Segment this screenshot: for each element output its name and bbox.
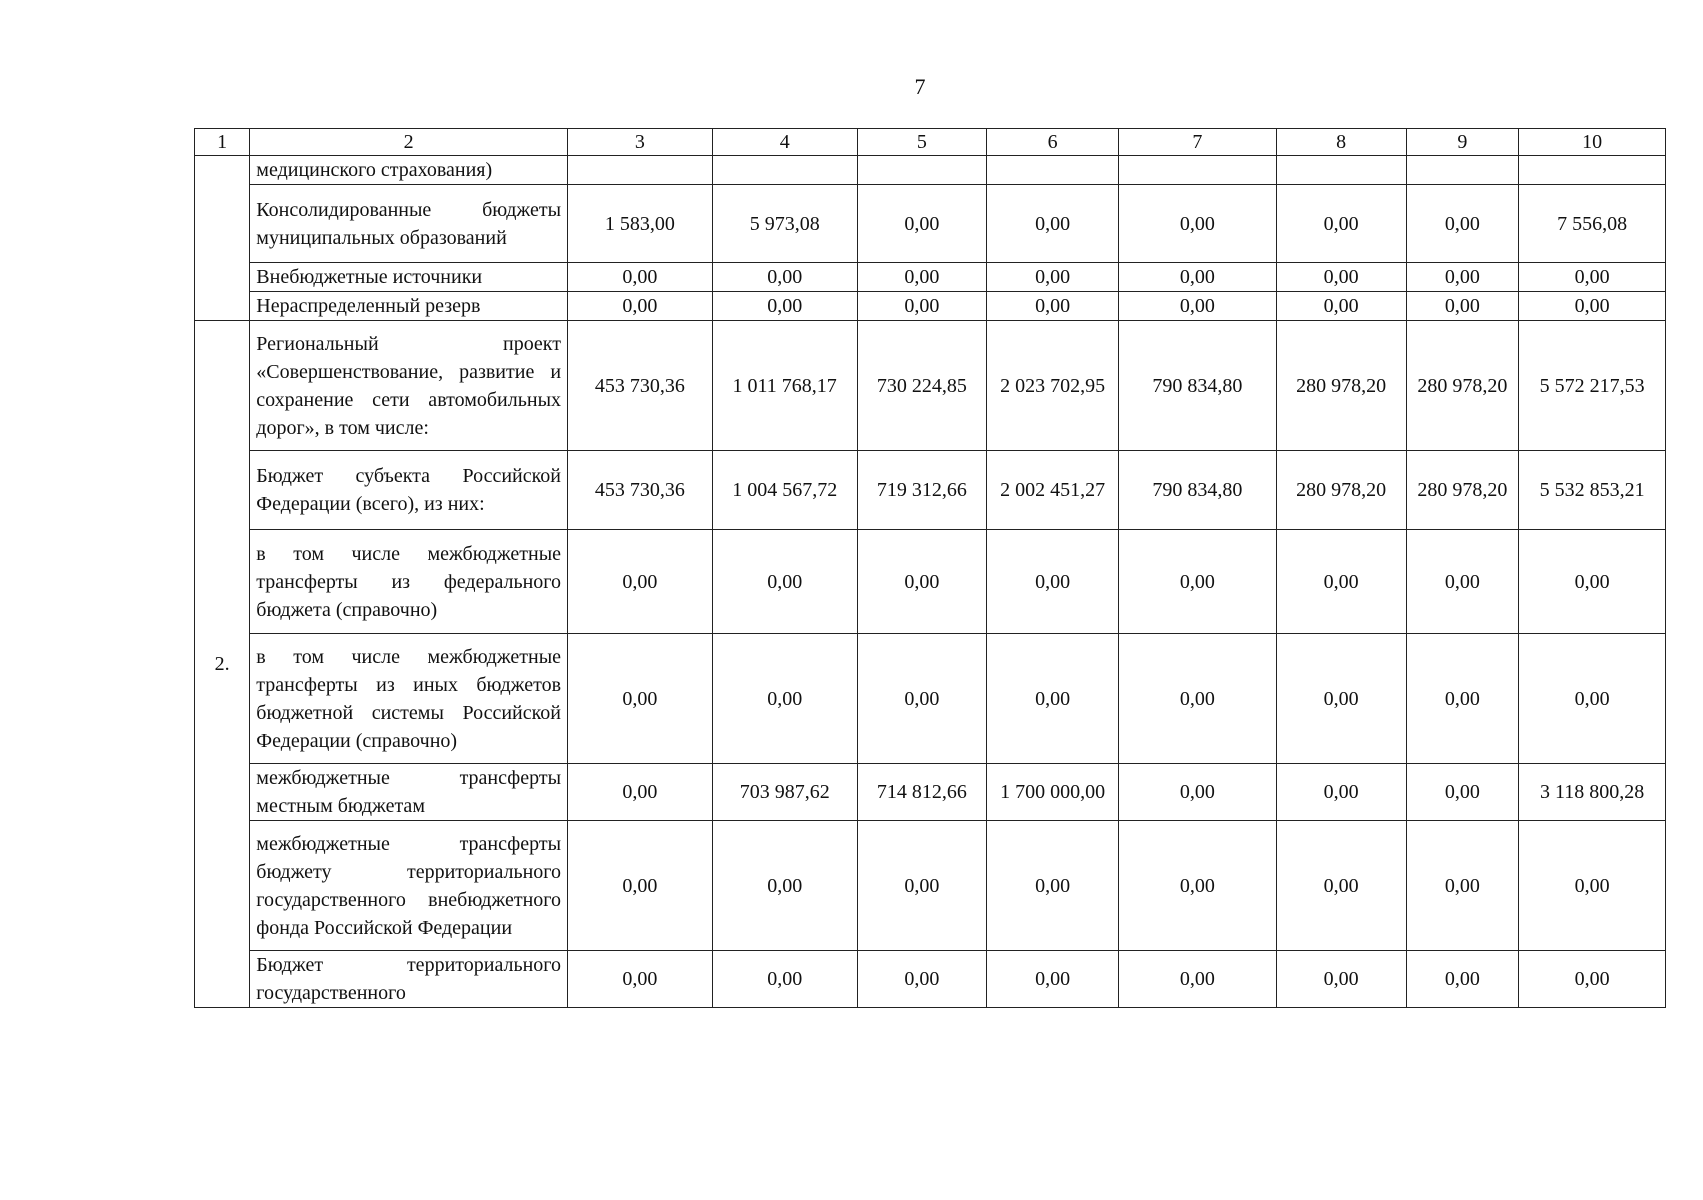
table-row	[195, 634, 1666, 764]
value-cell: 0,00	[857, 292, 987, 321]
value-cell: 0,00	[1406, 821, 1519, 951]
total-value-cell: 3 118 800,28	[1519, 764, 1666, 821]
value-cell: 0,00	[568, 530, 713, 634]
value-cell: 0,00	[857, 530, 987, 634]
value-cell: 0,00	[857, 634, 987, 764]
value-cell: 2 023 702,95	[987, 321, 1119, 451]
total-value-cell	[1519, 156, 1666, 185]
total-value-cell: 0,00	[1519, 634, 1666, 764]
table-row	[195, 530, 1666, 634]
row-index-cell	[195, 156, 250, 321]
total-value-cell: 0,00	[1519, 292, 1666, 321]
table-row	[195, 263, 1666, 292]
row-description: в том числе межбюджетные трансферты из федерального бюджета (справочно)	[250, 530, 568, 634]
column-header: 6	[987, 129, 1119, 156]
table-row	[195, 321, 1666, 451]
value-cell	[712, 156, 857, 185]
value-cell	[1118, 156, 1276, 185]
row-description: Бюджет субъекта Российской Федерации (всего), из них:	[250, 451, 568, 530]
value-cell: 0,00	[1118, 530, 1276, 634]
value-cell: 0,00	[987, 292, 1119, 321]
column-header: 7	[1118, 129, 1276, 156]
value-cell: 0,00	[987, 821, 1119, 951]
column-header: 10	[1519, 129, 1666, 156]
row-description: медицинского страхования)	[250, 156, 568, 185]
value-cell: 0,00	[1276, 530, 1406, 634]
row-description: в том числе межбюджетные трансферты из иных бюджетов бюджетной системы Российской Федерации (справочно)	[250, 634, 568, 764]
value-cell: 0,00	[1276, 292, 1406, 321]
value-cell	[857, 156, 987, 185]
value-cell: 2 002 451,27	[987, 451, 1119, 530]
value-cell: 0,00	[857, 185, 987, 263]
row-description: межбюджетные трансферты местным бюджетам	[250, 764, 568, 821]
value-cell: 0,00	[987, 530, 1119, 634]
value-cell: 0,00	[1406, 530, 1519, 634]
value-cell: 790 834,80	[1118, 451, 1276, 530]
value-cell: 0,00	[712, 263, 857, 292]
total-value-cell: 0,00	[1519, 821, 1666, 951]
value-cell: 0,00	[1118, 292, 1276, 321]
row-description: Нераспределенный резерв	[250, 292, 568, 321]
column-header: 2	[250, 129, 568, 156]
value-cell: 0,00	[987, 634, 1119, 764]
column-header: 8	[1276, 129, 1406, 156]
value-cell: 0,00	[1406, 634, 1519, 764]
value-cell: 0,00	[568, 263, 713, 292]
total-value-cell: 5 572 217,53	[1519, 321, 1666, 451]
table-row	[195, 156, 1666, 185]
value-cell: 1 700 000,00	[987, 764, 1119, 821]
value-cell: 1 004 567,72	[712, 451, 857, 530]
value-cell: 280 978,20	[1406, 321, 1519, 451]
value-cell: 0,00	[568, 292, 713, 321]
total-value-cell: 7 556,08	[1519, 185, 1666, 263]
row-description: Внебюджетные источники	[250, 263, 568, 292]
table-row	[195, 951, 1666, 1008]
value-cell: 0,00	[857, 263, 987, 292]
total-value-cell: 0,00	[1519, 530, 1666, 634]
value-cell: 0,00	[1276, 951, 1406, 1008]
table-row	[195, 292, 1666, 321]
value-cell: 0,00	[1276, 764, 1406, 821]
value-cell: 0,00	[857, 951, 987, 1008]
row-description: Региональный проект «Совершенствование, развитие и сохранение сети автомобильных дорог», в том числе:	[250, 321, 568, 451]
value-cell: 0,00	[1276, 263, 1406, 292]
value-cell: 0,00	[568, 634, 713, 764]
value-cell: 453 730,36	[568, 321, 713, 451]
value-cell: 280 978,20	[1276, 321, 1406, 451]
value-cell: 0,00	[712, 634, 857, 764]
value-cell: 0,00	[987, 951, 1119, 1008]
column-header: 4	[712, 129, 857, 156]
value-cell: 719 312,66	[857, 451, 987, 530]
column-header: 3	[568, 129, 713, 156]
value-cell: 0,00	[1406, 951, 1519, 1008]
table-row	[195, 451, 1666, 530]
value-cell: 0,00	[1406, 185, 1519, 263]
value-cell: 0,00	[1276, 634, 1406, 764]
total-value-cell: 0,00	[1519, 951, 1666, 1008]
column-header: 1	[195, 129, 250, 156]
value-cell: 790 834,80	[1118, 321, 1276, 451]
value-cell	[1276, 156, 1406, 185]
page-number: 7	[914, 74, 926, 99]
value-cell: 0,00	[1118, 764, 1276, 821]
value-cell: 0,00	[1276, 185, 1406, 263]
value-cell: 0,00	[568, 821, 713, 951]
value-cell: 0,00	[712, 292, 857, 321]
value-cell: 0,00	[1118, 634, 1276, 764]
value-cell: 0,00	[1276, 821, 1406, 951]
value-cell: 0,00	[712, 951, 857, 1008]
row-index-cell: 2.	[195, 321, 250, 1008]
value-cell: 0,00	[857, 821, 987, 951]
value-cell: 0,00	[1118, 821, 1276, 951]
column-header: 5	[857, 129, 987, 156]
column-number-header-row	[195, 129, 1666, 156]
value-cell: 5 973,08	[712, 185, 857, 263]
value-cell	[568, 156, 713, 185]
total-value-cell: 5 532 853,21	[1519, 451, 1666, 530]
value-cell: 0,00	[712, 821, 857, 951]
column-header: 9	[1406, 129, 1519, 156]
value-cell: 0,00	[1406, 292, 1519, 321]
value-cell: 280 978,20	[1406, 451, 1519, 530]
value-cell: 0,00	[712, 530, 857, 634]
value-cell: 1 011 768,17	[712, 321, 857, 451]
value-cell: 0,00	[1406, 764, 1519, 821]
value-cell	[1406, 156, 1519, 185]
value-cell: 0,00	[568, 764, 713, 821]
table-row	[195, 764, 1666, 821]
value-cell: 730 224,85	[857, 321, 987, 451]
row-description: Консолидированные бюджеты муниципальных образований	[250, 185, 568, 263]
value-cell: 0,00	[1118, 185, 1276, 263]
value-cell: 1 583,00	[568, 185, 713, 263]
value-cell: 0,00	[1118, 263, 1276, 292]
value-cell: 0,00	[1406, 263, 1519, 292]
row-description: межбюджетные трансферты бюджету территориального государственного внебюджетного фонда Российской Федерации	[250, 821, 568, 951]
value-cell	[987, 156, 1119, 185]
table-row	[195, 821, 1666, 951]
value-cell: 0,00	[987, 263, 1119, 292]
table-row	[195, 185, 1666, 263]
value-cell: 703 987,62	[712, 764, 857, 821]
value-cell: 0,00	[987, 185, 1119, 263]
total-value-cell: 0,00	[1519, 263, 1666, 292]
row-description: Бюджет территориального государственного	[250, 951, 568, 1008]
value-cell: 714 812,66	[857, 764, 987, 821]
value-cell: 453 730,36	[568, 451, 713, 530]
value-cell: 0,00	[1118, 951, 1276, 1008]
value-cell: 0,00	[568, 951, 713, 1008]
value-cell: 280 978,20	[1276, 451, 1406, 530]
budget-table	[194, 128, 1666, 1008]
